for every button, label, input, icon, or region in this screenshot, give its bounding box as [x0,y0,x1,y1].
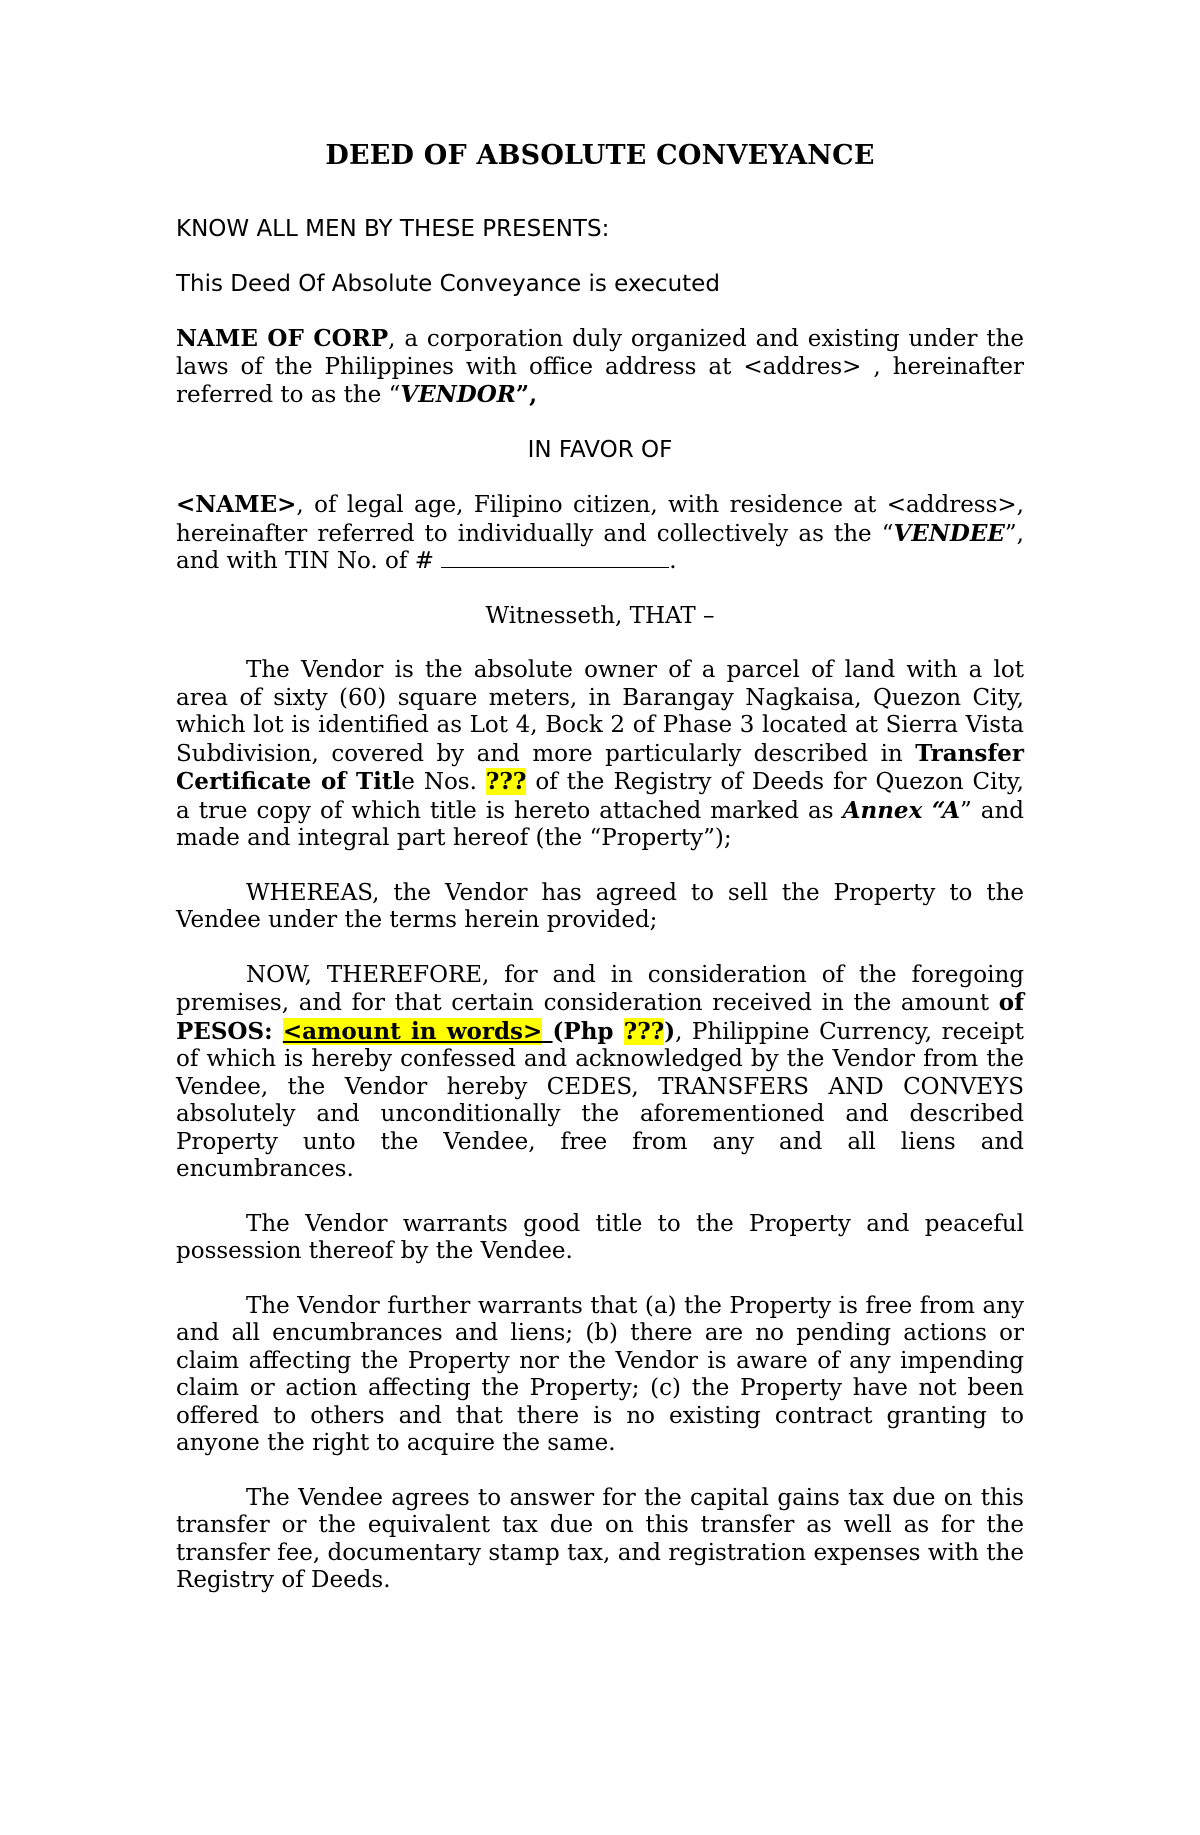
vendor-text: , a corporation duly organized and existing under the laws of the Philippines with office address at <addres> , hereinafter referred to as the “ [176,326,1024,408]
property-text-d: ” and made and integral part hereof (the “Property”); [176,797,1024,851]
vendee-text: , of legal age, Filipino citizen, with residence at <address>, hereinafter referred to individually and collectively as the “ [176,492,1024,547]
document-body [176,140,1024,1622]
vendor-quote-close: ”, [515,381,538,408]
vendee-tin-text: ”, and with TIN No. of # [176,520,1024,574]
consideration-text-a: NOW, THEREFORE, for and in consideration of the foregoing premises, and for that certain consideration received in the amount [176,961,1024,1016]
vendor-role: VENDOR [400,381,516,408]
consideration-text-b: , Philippine Currency, receipt of which is hereby confessed and acknowledged by the Vendor from the Vendee, the Vendor hereby CEDES, TRANSFERS AND CONVEYS absolutely and unconditionally the aforementioned and described Property unto the Vendee, free from any and all liens and encumbrances. [176,1018,1024,1182]
tct-number-placeholder: ??? [485,768,527,795]
consideration-paragraph [176,962,1024,1184]
annex-label: Annex “A [842,796,960,824]
intro-paragraph: This Deed Of Absolute Conveyance is executed [176,270,720,297]
pesos-label: PESOS: [176,1017,283,1045]
property-text-c: of the Registry of Deeds for Quezon City, a true copy of which title is hereto attached marked as [176,769,1024,824]
in-favor-of: IN FAVOR OF [527,436,673,463]
vendee-name: <NAME> [176,491,297,518]
vendee-period: . [669,548,677,574]
warranty-encumbrance-paragraph: The Vendor further warrants that (a) the Property is free from any and all encumbrances and liens; (b) there are no pending actions or claim affecting the Property nor the Vendor is aware of any impending claim or action affecting the Property; (c) the Property have not been offered to others and that there is no existing contract granting to anyone the right to acquire the same. [176,1292,1024,1456]
vendee-role: VENDEE [893,519,1005,547]
vendor-name: NAME OF CORP [176,325,389,352]
document-title: DEED OF ABSOLUTE CONVEYANCE [325,140,875,171]
amount-in-words-placeholder: <amount in words> [282,1017,543,1045]
whereas-paragraph: WHEREAS, the Vendor has agreed to sell the Property to the Vendee under the terms herein provided; [176,879,1024,933]
property-text-b: e Nos. [401,769,486,795]
salutation: KNOW ALL MEN BY THESE PRESENTS: [176,216,610,242]
witnesseth: Witnesseth, THAT – [485,602,715,629]
tin-blank-line [441,549,669,568]
tct-label: Transfer Certificate of Titl [176,739,1024,795]
consideration-of: of [998,989,1024,1016]
amount-gap [542,1018,552,1045]
property-paragraph [176,657,1024,853]
php-close: ) [664,1017,676,1045]
property-text-a: The Vendor is the absolute owner of a parcel of land with a lot area of sixty (60) square meters, in Barangay Nagkaisa, Quezon City, which lot is identified as Lot 4, Bock 2 of Phase 3 located at Sierra Vista Subdivision, covered by and more particularly described in [176,657,1024,767]
vendee-paragraph [176,491,1024,576]
php-open: (Php [552,1017,624,1045]
vendor-paragraph [176,325,1024,410]
warranty-title-paragraph: The Vendor warrants good title to the Property and peaceful possession thereof by the Vendee. [176,1210,1024,1264]
php-amount-placeholder: ??? [623,1017,665,1045]
taxes-paragraph: The Vendee agrees to answer for the capital gains tax due on this transfer or the equivalent tax due on this transfer as well as for the transfer fee, documentary stamp tax, and registration expenses with the Registry of Deeds. [176,1484,1024,1593]
